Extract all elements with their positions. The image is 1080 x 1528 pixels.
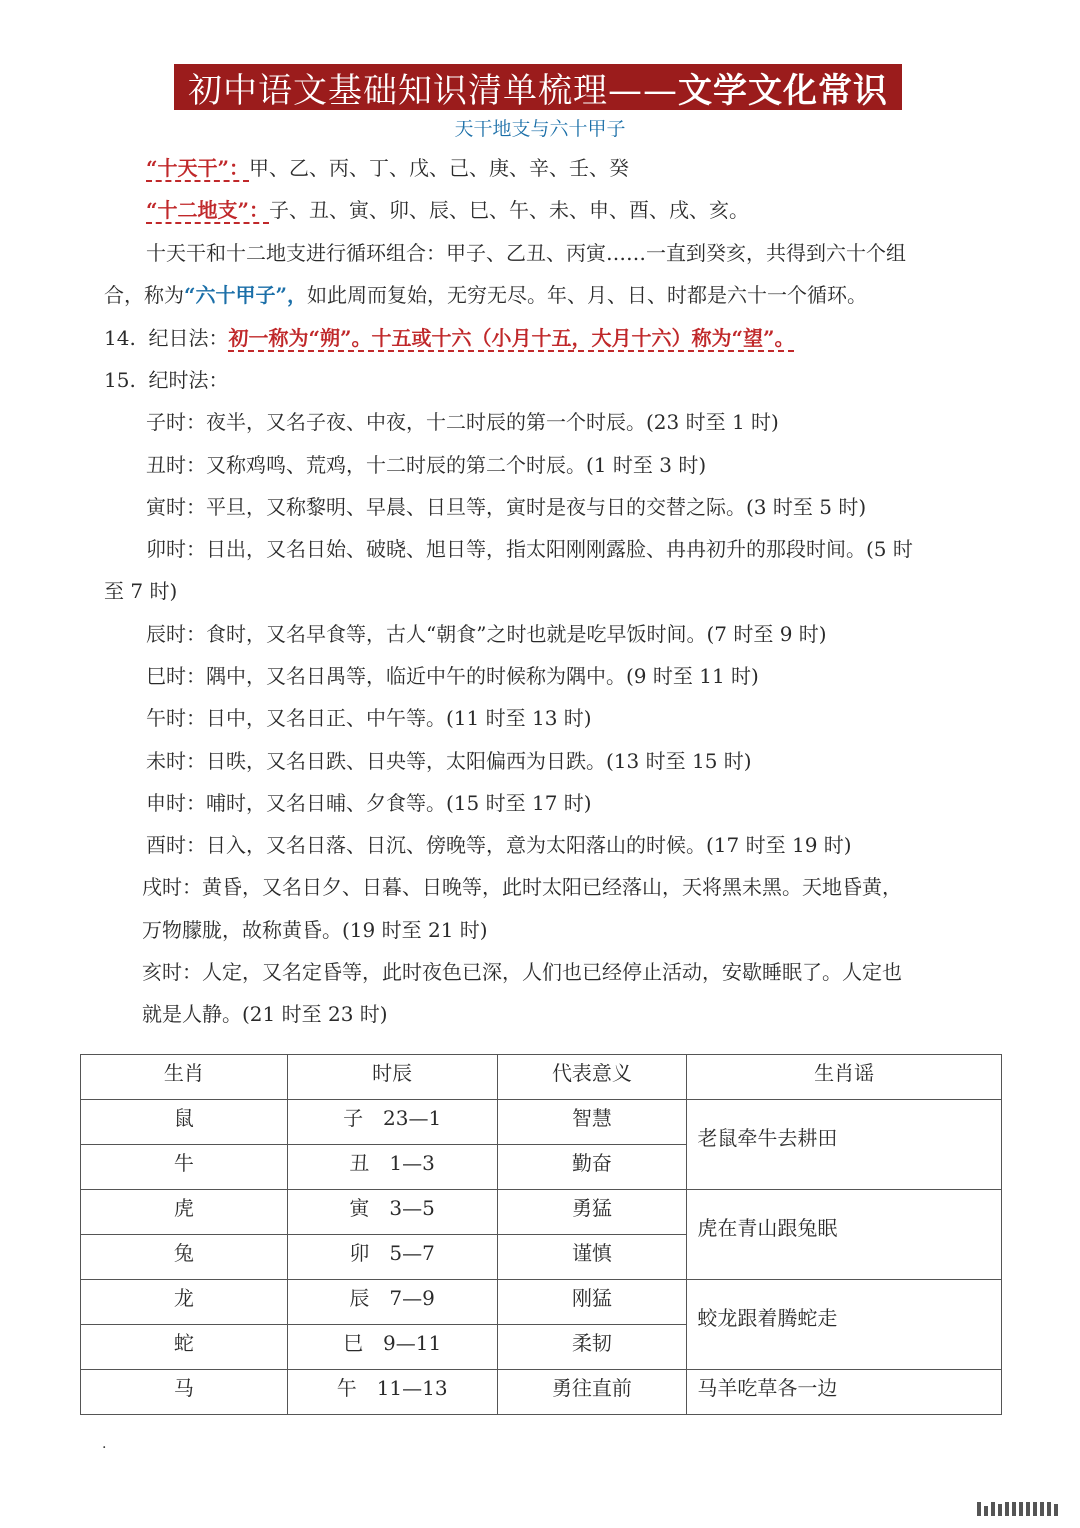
cell-animal: 蛇 [81, 1325, 288, 1370]
hour-line: 亥时：人定，又名定昏等，此时夜色已深，人们也已经停止活动，安歇睡眠了。人定也 [142, 960, 902, 984]
tiangan-line [146, 154, 629, 182]
jiazi-line-1: 十天干和十二地支进行循环组合：甲子、乙丑、丙寅……一直到癸亥，共得到六十个组 [146, 241, 906, 265]
cell-animal: 牛 [81, 1145, 288, 1190]
jiazi-term: “六十甲子”， [184, 283, 308, 307]
dizhi-text: 子、丑、寅、卯、辰、巳、午、未、申、酉、戌、亥。 [269, 198, 750, 222]
jishi-label: 纪时法： [148, 368, 229, 392]
cell-hour: 巳 9—11 [287, 1325, 497, 1370]
cell-animal: 兔 [81, 1235, 288, 1280]
hour-line: 巳时：隅中，又名日禺等，临近中午的时候称为隅中。(9 时至 11 时) [146, 664, 759, 688]
watermark-bars-icon [977, 1502, 1058, 1516]
tiangan-text: 甲、乙、丙、丁、戊、己、庚、辛、壬、癸 [249, 156, 630, 180]
cell-meaning: 勇往直前 [497, 1370, 687, 1415]
cell-hour: 午 11—13 [287, 1370, 497, 1415]
table-row [81, 1280, 1002, 1325]
jishi-num: 15. [104, 368, 136, 392]
cell-meaning: 勇猛 [497, 1190, 687, 1235]
section-subtitle: 天干地支与六十甲子 [454, 118, 626, 140]
hour-line: 卯时：日出，又名日始、破晓、旭日等，指太阳刚刚露脸、冉冉初升的那段时间。(5 时 [146, 537, 913, 561]
footer-dot: . [102, 1436, 107, 1452]
hour-line: 酉时：日入，又名日落、日沉、傍晚等，意为太阳落山的时候。(17 时至 19 时) [146, 833, 852, 857]
table-row [81, 1370, 1002, 1415]
tiangan-label: “十天干”： [146, 156, 250, 180]
jiri-line [104, 324, 795, 352]
hour-line: 戌时：黄昏，又名日夕、日暮、日晚等，此时太阳已经落山，天将黑未黑。天地昏黄， [142, 875, 902, 899]
document-title [174, 64, 902, 110]
cell-animal: 鼠 [81, 1100, 288, 1145]
cell-animal: 马 [81, 1370, 288, 1415]
hour-line: 寅时：平旦，又称黎明、早晨、日旦等，寅时是夜与日的交替之际。(3 时至 5 时) [146, 495, 867, 519]
table-header: 代表意义 [497, 1055, 687, 1100]
cell-hour: 卯 5—7 [287, 1235, 497, 1280]
table-row [81, 1100, 1002, 1145]
table-header-row [81, 1055, 1002, 1100]
hour-line: 至 7 时) [104, 579, 178, 603]
title-part1: 初中语文基础知识清单梳理—— [188, 70, 678, 111]
cell-meaning: 谨慎 [497, 1235, 687, 1280]
cell-meaning: 智慧 [497, 1100, 687, 1145]
hour-line: 子时：夜半，又名子夜、中夜，十二时辰的第一个时辰。(23 时至 1 时) [146, 410, 779, 434]
dizhi-line [146, 196, 749, 224]
cell-hour: 丑 1—3 [287, 1145, 497, 1190]
cell-song: 虎在青山跟兔眠 [687, 1190, 1002, 1280]
cell-animal: 龙 [81, 1280, 288, 1325]
jiri-label: 纪日法： [148, 326, 229, 350]
cell-animal: 虎 [81, 1190, 288, 1235]
hour-line: 辰时：食时，又名早食等，古人“朝食”之时也就是吃早饭时间。(7 时至 9 时) [146, 622, 827, 646]
cell-hour: 寅 3—5 [287, 1190, 497, 1235]
table-header: 生肖 [81, 1055, 288, 1100]
cell-meaning: 刚猛 [497, 1280, 687, 1325]
table-header: 生肖谣 [687, 1055, 1002, 1100]
jiazi-line-2 [104, 281, 867, 309]
hour-line: 万物朦胧，故称黄昏。(19 时至 21 时) [142, 918, 488, 942]
cell-song: 马羊吃草各一边 [687, 1370, 1002, 1415]
cell-meaning: 勤奋 [497, 1145, 687, 1190]
dizhi-label: “十二地支”： [146, 198, 270, 222]
jiri-num: 14. [104, 326, 136, 350]
hour-line: 就是人静。(21 时至 23 时) [142, 1002, 388, 1026]
jiazi-line2-post: 如此周而复始，无穷无尽。年、月、日、时都是六十一个循环。 [307, 283, 868, 307]
hour-line: 申时：哺时，又名日晡、夕食等。(15 时至 17 时) [146, 791, 592, 815]
hour-line: 午时：日中，又名日正、中午等。(11 时至 13 时) [146, 706, 592, 730]
cell-hour: 子 23—1 [287, 1100, 497, 1145]
zodiac-table [80, 1054, 1002, 1415]
table-row [81, 1190, 1002, 1235]
jishi-line [104, 366, 229, 394]
cell-meaning: 柔韧 [497, 1325, 687, 1370]
jiri-text: 初一称为“朔”。十五或十六（小月十五，大月十六）称为“望”。 [228, 326, 795, 350]
title-part2: 文学文化常识 [678, 70, 888, 111]
table-header: 时辰 [287, 1055, 497, 1100]
jiazi-line2-pre: 合，称为 [104, 283, 184, 307]
cell-song: 蛟龙跟着腾蛇走 [687, 1280, 1002, 1370]
cell-hour: 辰 7—9 [287, 1280, 497, 1325]
hour-line: 未时：日昳，又名日跌、日央等，太阳偏西为日跌。(13 时至 15 时) [146, 749, 752, 773]
cell-song: 老鼠牵牛去耕田 [687, 1100, 1002, 1190]
hour-line: 丑时：又称鸡鸣、荒鸡，十二时辰的第二个时辰。(1 时至 3 时) [146, 453, 707, 477]
